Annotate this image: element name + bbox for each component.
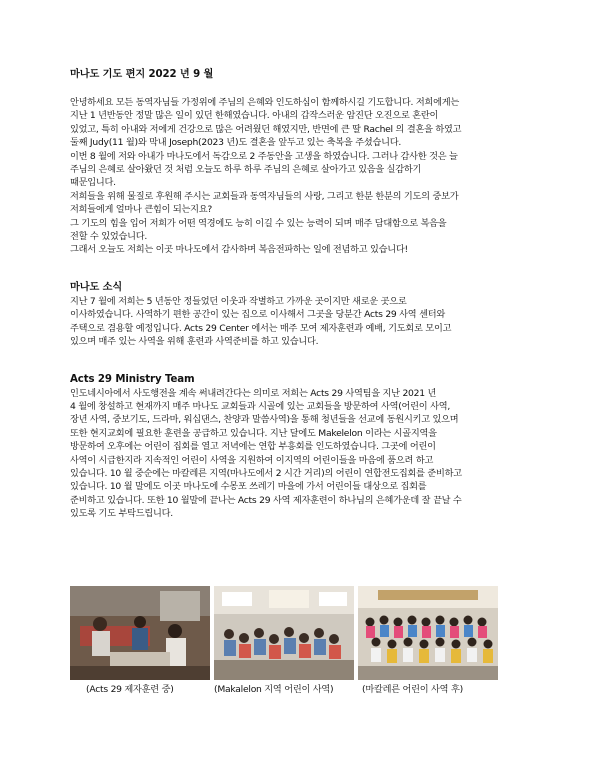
intro-line: 안녕하세요 모든 동역자님들 가정위에 주님의 은혜와 인도하심이 함께하시길 기도합니다. 저희에게는 [70,97,459,108]
letter-title: 마나도 기도 편지 2022 년 9 월 [70,69,214,80]
team-heading: Acts 29 Ministry Team [70,373,195,385]
intro-line: 지난 1 년반동안 정말 많은 일이 있던 한해였습니다. 아내의 갑작스러운 암진단 오진으로 혼란이 [70,110,439,122]
news-line: 있으며 매주 있는 사역을 위해 훈련과 사역준비를 하고 있습니다. [70,336,319,348]
team-line: 있도록 기도 부탁드립니다. [70,508,173,520]
intro-line: 저희들에게 얼마나 큰힘이 되는지요? [70,204,213,216]
letter-body [70,68,540,521]
team-line: 준비하고 있습니다. 또한 10 월말에 끝나는 Acts 29 사역 제자훈련이 하나님의 은혜가운데 잘 끝날 수 [70,494,462,506]
group-photo [358,586,498,680]
intro-line: 때문입니다. [70,177,116,189]
training-photo [70,586,210,680]
team-line: 있습니다. 10 월 말에도 이곳 마나도에 수몽포 쓰레기 마을에 가서 어린이들 대상으로 집회를 [70,481,427,493]
news-line: 주택으로 겸용할 예정입니다. Acts 29 Center 에서는 매주 모여 제자훈련과 예배, 기도회로 모이고 [70,322,452,334]
team-line: 장년 사역, 중보기도, 드라마, 워십댄스, 찬양과 말씀사역)을 통해 청년들을 선교에 동원시키고 있으며 [70,414,459,426]
news-line: 지난 7 월에 저희는 5 년동안 정들었던 이웃과 작별하고 가까운 곳이지만 새로운 곳으로 [70,295,407,307]
intro-line: 이번 8 월에 저와 아내가 마나도에서 독감으로 2 주동안을 고생을 하였습니다. 그러나 감사한 것은 늘 [70,150,458,162]
intro-section [70,96,540,257]
team-line: 사역이 시급한지라 지속적인 어린이 사역을 지원하여 이지역의 어린이들을 마음에 품으려 하고 [70,454,434,466]
children-ministry-photo [214,586,354,680]
team-line: 또한 현지교회에 필요한 훈련을 공급하고 있습니다. 지난 달에도 Makelelon 이라는 시골지역을 [70,427,437,439]
photo-strip [70,586,536,680]
team-line: 있습니다. 10 월 중순에는 마칼레른 지역(마나도에서 2 시간 거리)의 어린이 연합전도집회를 준비하고 [70,467,462,479]
intro-line: 있었고, 특히 아내와 저에게 건강으로 많은 어려웠던 해였지만, 반면에 큰 딸 Rachel 의 결혼을 하였고 [70,123,462,135]
team-line: 인도네시아에서 사도행전을 계속 써내려간다는 의미로 저희는 Acts 29 사역팀을 지난 2021 년 [70,387,437,399]
news-line: 이사하였습니다. 사역하기 편한 공간이 있는 집으로 이사해서 그곳을 당분간 Acts 29 사역 센터와 [70,309,445,321]
team-line: 방문하여 오후에는 어린이 집회를 열고 저녁에는 연합 부흥회를 인도하였습니다. 그곳에 어린이 [70,441,436,453]
news-heading: 마나도 소식 [70,281,123,293]
intro-line: 주님의 은혜로 살아왔던 것 처럼 오늘도 하루 하루 주님의 은혜로 살아가고 있음을 실감하기 [70,164,422,176]
intro-line: 그 기도의 힘을 입어 저희가 어떤 역경에도 능히 이길 수 있는 능력이 되며 매주 담대함으로 복음을 [70,217,447,229]
team-line: 4 월에 창설하고 현재까지 매주 마나도 교회들과 시골에 있는 교회들을 방문하여 사역(어린이 사역, [70,400,451,412]
photo-caption: (마칼레른 어린이 사역 후) [362,684,463,695]
photo-caption: (Makalelon 지역 어린이 사역) [214,684,334,695]
intro-line: 저희들을 위해 물질로 후원해 주시는 교회들과 동역자님들의 사랑, 그리고 한분 한분의 기도의 중보가 [70,190,459,202]
news-section [70,295,540,349]
photo-caption: (Acts 29 제자훈련 중) [86,684,174,695]
intro-line: 전할 수 있었습니다. [70,231,148,243]
intro-line: 그래서 오늘도 저희는 이곳 마나도에서 감사하며 복음전파하는 일에 전념하고 있습니다! [70,244,408,256]
team-section [70,387,540,521]
intro-line: 둘째 Judy(11 월)와 막내 Joseph(2023 년)도 결혼을 앞두고 있는 축복을 주셨습니다. [70,137,402,149]
